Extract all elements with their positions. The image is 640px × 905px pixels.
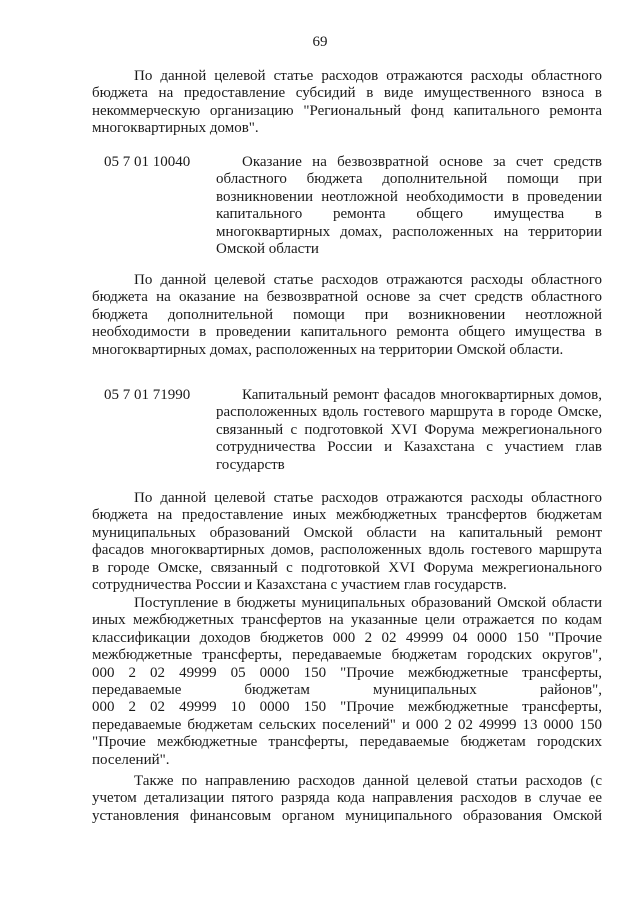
budget-code-description <box>216 387 602 474</box>
text-line: передаваемые бюджетам сельских поселений" и 000 2 02 49999 13 0000 150 <box>92 716 602 733</box>
text-line: муниципальных образований Омской области на капитальный ремонт <box>92 524 602 541</box>
text-line: капитального ремонта общего имущества в <box>216 206 602 223</box>
text-line: классификации доходов бюджетов 000 2 02 49999 04 0000 150 "Прочие <box>92 629 602 646</box>
text-line: многоквартирных домах, расположенных на территории Омской области. <box>92 341 564 358</box>
text-line: расположенных вдоль гостевого маршрута в городе Омске, <box>216 404 602 421</box>
paragraph-facade-repair <box>92 490 602 594</box>
paragraph-revenue-codes <box>92 595 602 769</box>
text-line: некоммерческую организацию "Региональный фонд капитального ремонта <box>92 102 602 119</box>
text-line: областного бюджета дополнительной помощи при <box>216 171 602 188</box>
text-line: необходимости в проведении капитального ремонта общего имущества в <box>92 324 602 341</box>
text-line: передаваемые бюджетам муниципальных районов", <box>92 682 602 699</box>
paragraph-subsidy-fund <box>92 68 602 138</box>
text-line: По данной целевой статье расходов отражаются расходы областного <box>134 490 602 506</box>
text-line: бюджета на предоставление иных межбюджетных трансфертов бюджетам <box>92 507 602 524</box>
budget-code: 05 7 01 10040 <box>104 154 191 170</box>
text-line: в городе Омске, связанный с подготовкой XVI Форума межрегионального <box>92 559 602 576</box>
text-line: "Прочие межбюджетные трансферты, передаваемые бюджетам городских <box>92 734 602 751</box>
text-line: Капитальный ремонт фасадов многоквартирных домов, <box>242 387 602 403</box>
page-number: 69 <box>312 34 328 50</box>
text-line: Омской области <box>216 241 319 258</box>
budget-code-description <box>216 154 602 258</box>
text-line: многоквартирных домов". <box>92 120 259 137</box>
text-line: По данной целевой статье расходов отражаются расходы областного <box>134 68 602 84</box>
text-line: сотрудничества России и Казахстана с участием глав государств. <box>92 577 507 594</box>
text-line: бюджета дополнительной помощи при возникновении неотложной <box>92 306 602 323</box>
text-line: фасадов многоквартирных домов, расположенных вдоль гостевого маршрута <box>92 542 602 559</box>
text-line: Также по направлению расходов данной целевой статьи расходов (с <box>134 773 602 789</box>
text-line: иных межбюджетных трансфертов на указанные цели отражается по кодам <box>92 612 602 629</box>
text-line: возникновении неотложной необходимости в проведении <box>216 188 602 205</box>
budget-code: 05 7 01 71990 <box>104 387 191 403</box>
text-line: сотрудничества России и Казахстана с участием глав <box>216 439 602 456</box>
paragraph-emergency-aid <box>92 272 602 359</box>
text-line: государств <box>216 456 285 473</box>
text-line: 000 2 02 49999 05 0000 150 "Прочие межбюджетные трансферты, <box>92 664 602 681</box>
paragraph-also-direction <box>92 773 602 825</box>
text-line: бюджета на предоставление субсидий в виде имущественного взноса в <box>92 85 602 102</box>
text-line: бюджета на оказание на безвозвратной основе за счет средств областного <box>92 289 602 306</box>
text-line: связанный с подготовкой XVI Форума межрегионального <box>216 421 602 438</box>
text-line: Оказание на безвозвратной основе за счет средств <box>242 154 602 170</box>
text-line: Поступление в бюджеты муниципальных образований Омской области <box>134 595 602 611</box>
text-line: многоквартирных домах, расположенных на территории <box>216 223 602 240</box>
text-line: установления финансовым органом муниципального образования Омской <box>92 807 602 824</box>
text-line: учетом детализации пятого разряда кода направления расходов в случае ее <box>92 790 602 807</box>
text-line: межбюджетные трансферты, передаваемые бюджетам городских округов", <box>92 647 602 664</box>
text-line: По данной целевой статье расходов отражаются расходы областного <box>134 272 602 288</box>
text-line: 000 2 02 49999 10 0000 150 "Прочие межбюджетные трансферты, <box>92 699 602 716</box>
text-line: поселений". <box>92 751 170 768</box>
